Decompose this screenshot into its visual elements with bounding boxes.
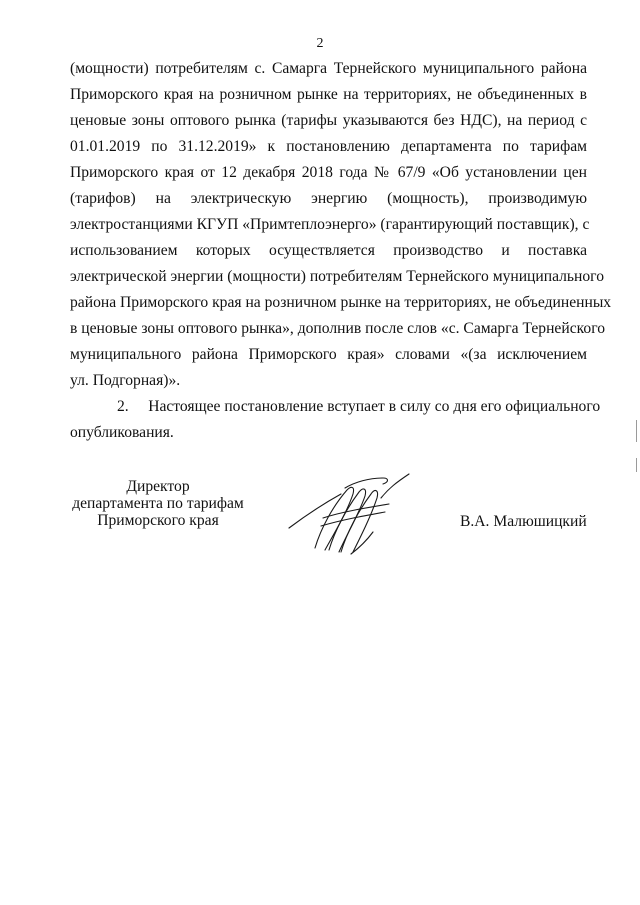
- text-line: 2. Настоящее постановление вступает в силу со дня его официального: [117, 398, 601, 415]
- text-line: ул. Подгорная)».: [70, 372, 181, 389]
- text-line: ценовые зоны оптового рынка (тарифы указываются без НДС), на период с: [70, 112, 587, 129]
- text-line: электростанциями КГУП «Примтеплоэнерго» (гарантирующий поставщик), с: [70, 216, 590, 233]
- signatory-title: [63, 478, 253, 529]
- text-line: опубликования.: [70, 424, 174, 441]
- text-line: электрической энергии (мощности) потребителям Тернейского муниципального: [70, 268, 604, 285]
- text-line: (мощности) потребителям с. Самарга Тернейского муниципального района: [70, 60, 587, 77]
- signatory-name: В.А. Малюшицкий: [460, 513, 587, 530]
- scan-edge-mark: [636, 458, 637, 472]
- text-line: (тарифов) на электрическую энергию (мощность), производимую: [70, 190, 587, 207]
- scan-edge-mark: [636, 420, 637, 442]
- text-line: муниципального района Приморского края» словами «(за исключением: [70, 346, 587, 363]
- handwritten-signature: [285, 468, 415, 556]
- document-body: [70, 56, 612, 446]
- paragraph-1: [70, 56, 612, 394]
- signatory-title-line: Директор: [126, 478, 190, 495]
- text-line: 01.01.2019 по 31.12.2019» к постановлению департамента по тарифам: [70, 138, 587, 155]
- text-line: в ценовые зоны оптового рынка», дополнив после слов «с. Самарга Тернейского: [70, 320, 606, 337]
- page-number: 2: [316, 36, 324, 51]
- text-line: использованием которых осуществляется производство и поставка: [70, 242, 587, 259]
- signatory-title-line: департамента по тарифам: [72, 495, 244, 512]
- paragraph-2: [70, 394, 601, 446]
- text-line: Приморского края от 12 декабря 2018 года № 67/9 «Об установлении цен: [70, 164, 587, 181]
- signatory-title-line: Приморского края: [97, 512, 219, 529]
- text-line: района Приморского края на розничном рынке на территориях, не объединенных: [70, 294, 612, 311]
- text-line: Приморского края на розничном рынке на территориях, не объединенных в: [70, 86, 587, 103]
